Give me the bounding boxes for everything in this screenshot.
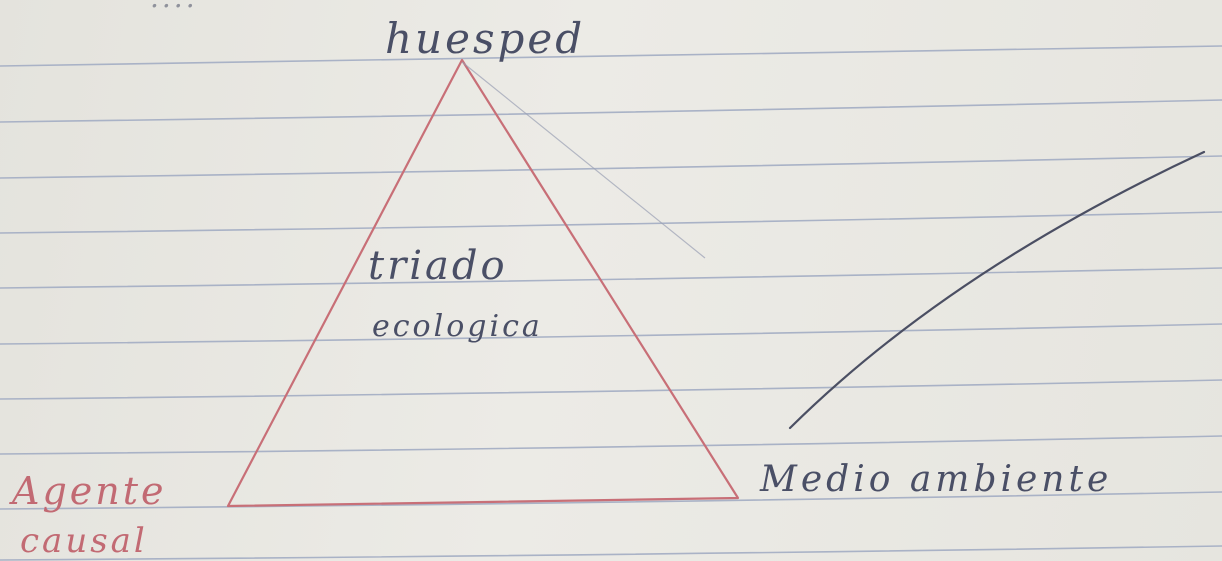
- right-label-medio-ambiente: Medio ambiente: [760, 459, 1113, 500]
- ruled-line: [0, 212, 1222, 233]
- ruled-line: [0, 100, 1222, 122]
- center-label-line1: triado: [368, 243, 508, 289]
- ruled-line: [0, 324, 1222, 344]
- ruled-line: [0, 546, 1222, 560]
- partial-top-text: [150, 0, 198, 12]
- faint-pencil-line: [462, 62, 705, 258]
- left-label-line2: causal: [20, 521, 148, 561]
- ruled-line: [0, 380, 1222, 399]
- ruled-line: [0, 268, 1222, 288]
- left-label-line1: Agente: [12, 469, 167, 513]
- ruled-line: [0, 46, 1222, 66]
- ruled-line: [0, 156, 1222, 178]
- ruled-line: [0, 436, 1222, 454]
- top-label-huesped: huesped: [385, 14, 586, 63]
- center-label-line2: ecologica: [372, 309, 543, 344]
